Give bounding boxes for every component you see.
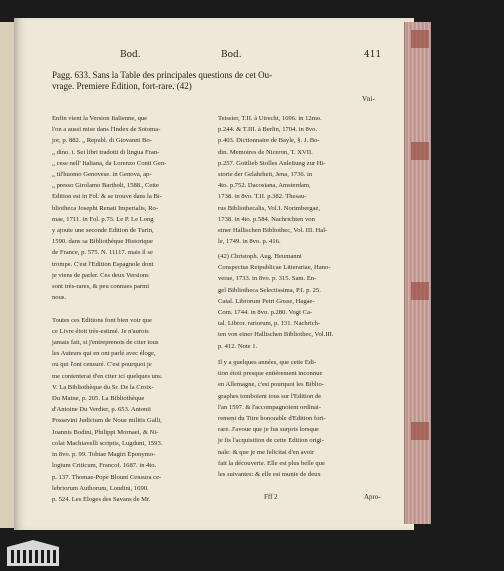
title-line-2: vrage. Premiere Edition, fort-rare. (42) bbox=[52, 81, 192, 91]
text-line: en Allemagne, c'est pourquoi les Biblio- bbox=[218, 381, 324, 389]
text-line: d'Antoine Du Verdier, p. 653. Antonii bbox=[52, 406, 151, 414]
text-line: 1590. dans sa Bibliothèque Historique bbox=[52, 238, 153, 246]
text-line bbox=[52, 303, 166, 314]
text-line: ou qui l'ont censuré. C'est pourquoi je bbox=[52, 361, 152, 369]
text-line: (42) Christoph. Aug. Heumanni bbox=[218, 253, 302, 260]
text-line: trompe. C'est l'Edition Espagnole dont bbox=[52, 260, 154, 268]
text-line: Teissier, T.II. à Utrecht, 1696. in 12mo. bbox=[218, 115, 322, 122]
text-line: rement du Titre honorable d'Edition fort- bbox=[218, 415, 326, 423]
text-line: colai Machiavelli scriptis, Lugduni, 1593. bbox=[52, 439, 163, 447]
text-line: ce Livre étoit très-estimé. Je n'aurois bbox=[52, 327, 149, 335]
title-line-1: Pagg. 633. Sans la Table des principales questions de cet Ou- bbox=[52, 70, 273, 80]
text-line: mae, 1711. in Fol. p.73. Le P. Le Long bbox=[52, 215, 154, 223]
text-line: y ajoute une seconde Edition de Turin, bbox=[52, 227, 154, 235]
library-building-icon bbox=[6, 539, 60, 567]
text-line: in 8vo. p. 99. Tobiae Magiri Eponymo- bbox=[52, 451, 156, 459]
running-head-left: Bod. bbox=[120, 50, 141, 60]
title-catchword: Vni- bbox=[362, 95, 375, 103]
text-line: rus Bibliothecalis, Vol.I. Norimbergae, bbox=[218, 204, 321, 212]
left-column bbox=[52, 113, 166, 505]
text-line: p. 524. Les Eloges des Savans de Mr. bbox=[52, 495, 151, 503]
text-line: verae, 1733. in 8vo. p. 315. Sam. En- bbox=[218, 275, 317, 283]
text-line: jor, p. 882. „ Republ. di Giovanni Bo- bbox=[52, 137, 152, 145]
edge-tab bbox=[411, 142, 429, 160]
running-head-center: Bod. bbox=[221, 50, 242, 60]
text-line: p. 137. Thomae-Pope Blount Censura ce- bbox=[52, 473, 162, 481]
text-line: l'an 1597. & l'accompagnoient ordinai- bbox=[218, 403, 321, 411]
text-line: p.244. & T.III. à Berlin, 1704. in 8vo. bbox=[218, 126, 318, 134]
text-line: je viens de parler. Ces deux Versions bbox=[52, 271, 149, 279]
text-line: Joannis Bodini, Philippi Mornaei, & Ni- bbox=[52, 428, 159, 436]
text-line: Du Maine, p. 205. La Bibliothèque bbox=[52, 395, 145, 403]
text-line: Edition est in Fol. & se trouve dans la Bi- bbox=[52, 193, 162, 201]
page-number: 411 bbox=[364, 50, 382, 60]
text-line: „ til'huomo Genovese. in Genova, ap- bbox=[52, 171, 152, 179]
text-line: einer Hallischen Bibliothec, Vol. III. Hal- bbox=[218, 227, 328, 235]
text-line: logium Criticum, Francof. 1687. in 4to. bbox=[52, 462, 157, 470]
right-column-paragraph bbox=[218, 357, 326, 480]
right-column-notes bbox=[218, 113, 327, 247]
text-line: p. 412. Note 1. bbox=[218, 342, 258, 350]
signature-mark: Fff 2 bbox=[264, 493, 278, 501]
text-line: sont très-rares, & peu connues parmi bbox=[52, 283, 150, 291]
text-line: V. La Bibliothèque du Sr. De la Croix- bbox=[52, 383, 154, 391]
text-line: Il y a quelques années, que cette Edi- bbox=[218, 359, 317, 366]
text-line: tal. Libror. rariorum, p. 131. Nachrich- bbox=[218, 320, 321, 328]
text-line: p.403. Dictionnaire de Bayle, §. J. Bo- bbox=[218, 137, 320, 145]
edge-tab bbox=[411, 30, 429, 48]
text-line: „ cese nell' Italiana, da Lorenzo Conti Gen- bbox=[52, 159, 167, 167]
text-line: storie der Gelahrheit, Jena, 1736. in bbox=[218, 171, 313, 179]
text-line: gel Bibliotheca Selectissima, P.I. p. 25. bbox=[218, 286, 321, 294]
text-line: tion étoit presque entièrement inconnue bbox=[218, 370, 323, 378]
text-line: graphes tomboient tous sur l'Edition de bbox=[218, 392, 322, 400]
text-line: din. Memoires de Niceron, T. XVII. bbox=[218, 148, 313, 156]
text-line: les suivantes: & elle est munie de deux bbox=[218, 471, 321, 479]
text-line: p.257. Gottlieb Stolles Anleitung zur Hi- bbox=[218, 159, 326, 167]
text-line: Toutes ces Editions font bien voir que bbox=[52, 316, 152, 324]
right-column-footnote-42 bbox=[218, 251, 334, 352]
text-line: Com. 1744. in 8vo. p.280. Vogt Ca- bbox=[218, 309, 313, 317]
text-line: lebriorum Authorum, Londini, 1690. bbox=[52, 484, 149, 492]
text-line: Enfin vient la Version Italienne, que bbox=[52, 115, 148, 122]
text-line: nous. bbox=[52, 294, 67, 302]
text-line: de France, p. 575. N. 11117. mais il se bbox=[52, 249, 153, 257]
page-fore-edge bbox=[404, 22, 431, 524]
text-line: 1738. in 4to. p.584. Nachrichten von bbox=[218, 215, 315, 223]
text-line: 4to. p.752. Dacosiana, Amsterdam, bbox=[218, 182, 311, 190]
text-line: „ dino. i. Sei libri tradotti di lingua Fran- bbox=[52, 148, 160, 156]
text-line: le, 1749. in 8vo. p. 416. bbox=[218, 238, 281, 246]
text-line: Catal. Librorum Petri Gosse, Hagae- bbox=[218, 297, 315, 305]
text-line: 1738. in 8vo. T.II. p.382. Thesau- bbox=[218, 193, 307, 201]
text-line: „ presso Girolamo Bartholi, 1588., Cette bbox=[52, 182, 159, 190]
text-line: je fis l'acquisition de cette Edition origi- bbox=[218, 437, 324, 445]
text-line: me contenterai d'en citer ici quelques uns. bbox=[52, 372, 163, 380]
catchword: Apro- bbox=[364, 493, 381, 501]
text-line: ten von einer Hallischen Bibliothec, Vol.III. bbox=[218, 331, 334, 339]
text-line: les Auteurs qui en ont parlé avec éloge, bbox=[52, 350, 156, 358]
text-line: Conspectus Reipublicae Litterariae, Hano- bbox=[218, 264, 331, 272]
edge-tab bbox=[411, 422, 429, 440]
text-line: jamais fait, si j'entreprenois de citer tous bbox=[52, 339, 159, 347]
text-line: fait la découverte. Elle est plus belle que bbox=[218, 459, 325, 467]
text-line: rare. J'avoue que je fus surpris lorsque bbox=[218, 426, 319, 434]
text-line: l'on a aussi mise dans l'Index de Sotoma- bbox=[52, 126, 161, 134]
edge-tab bbox=[411, 282, 429, 300]
text-line: Possevini Judicium de Noue militis Galli, bbox=[52, 417, 162, 425]
text-line: bliotheca Josephi Renati Imperialis, Ro- bbox=[52, 204, 159, 212]
viewer-footer bbox=[0, 530, 504, 571]
text-line: nale: & que je me felicitai d'en avoir bbox=[218, 448, 315, 456]
